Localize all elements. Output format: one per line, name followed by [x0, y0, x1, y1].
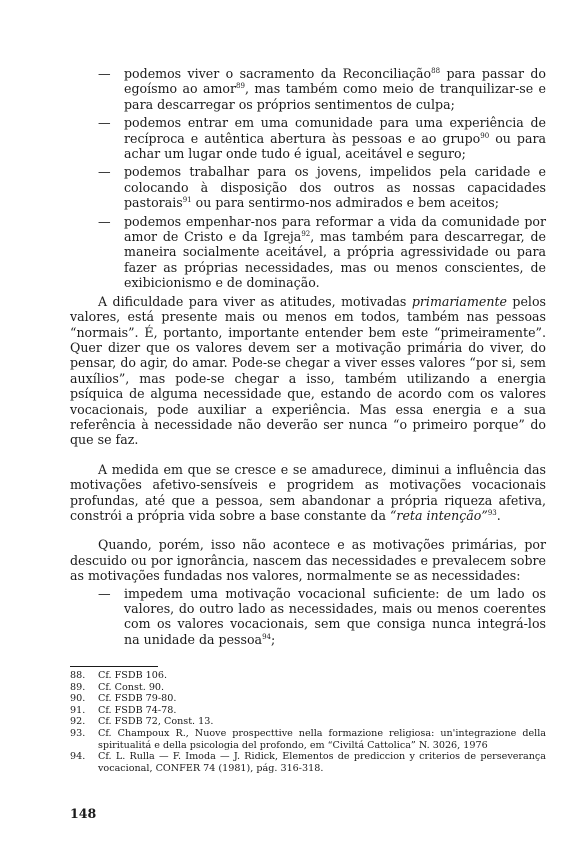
dash-marker: — [98, 585, 111, 601]
footnote: 89. Cf. Const. 90. [70, 681, 165, 693]
dash-marker: — [98, 66, 111, 81]
list-item: — podemos trabalhar para os jovens, impelidos pela caridade e colocando à disposição dos outros as nossas capacidades pastorais$^{91}$ ou para sentirmo-nos admirados e bem aceitos; [70, 164, 546, 210]
footnote: 88. Cf. FSDB 106. [70, 670, 168, 681]
list-item: — podemos empenhar-nos para reformar a vida da comunidade por amor de Cristo e da Igreja$^{92}$, mas também para descarregar, de maneira socialmente aceitável, a própria agressividade ou para fazer as próprias necessidades, mas ou menos conscientes, de exibicionismo e de dominação. [70, 214, 546, 291]
footnote-ref: 91 [182, 196, 192, 205]
footnote: 94. Cf. L. Rulla — F. Imoda — J. Ridick, Elementos de prediccion y criterios de perseverança vocacional, CONFER 74 (1981), pág. 316-318. [70, 751, 546, 774]
emphasis: primariamente [411, 293, 507, 309]
footnote-ref: 88 [431, 66, 441, 75]
dash-marker: — [98, 115, 111, 131]
footnote-ref: 93 [487, 508, 497, 517]
bullet-list-top [70, 66, 546, 291]
list-item: — podemos entrar em uma comunidade para uma experiência de recíproca e autêntica abertura às pessoas e ao grupo$^{90}$ ou para achar um lugar onde tudo é igual, aceitável e seguro; [70, 115, 546, 161]
footnote-ref: 89 [236, 82, 245, 91]
bullet-list-bottom [70, 586, 546, 648]
footnote: 92. Cf. FSDB 72, Const. 13. [70, 716, 214, 728]
footnote: 93. Cf. Champoux R., Nuove prospecttive nella formazione religiosa: un'integrazione della spiritualitá e della psicologia del profondo, em “Civiltá Cattolica” N. 3026, 1976 [70, 727, 546, 751]
paragraph: Quando, porém, isso não acontece e as motivações primárias, por descuido ou por ignorância, nascem das necessidades e prevalecem sobre as motivações fundadas nos valores, normalmente se as necessidades: [70, 537, 546, 584]
list-item: — impedem uma motivação vocacional suficiente: de um lado os valores, do outro lado as necessidades, mais ou menos coerentes com os valores vocacionais, sem que consiga nunca integrá-los na unidade da pessoa$^{94}$; [70, 586, 546, 648]
list-item: — podemos viver o sacramento da Reconciliação$^{88}$ para passar do egoísmo ao amor$^{89}$, mas também como meio de tranquilizar-se e para descarregar os próprios sentimentos de culpa; [70, 66, 546, 112]
footnote-ref: 90 [480, 131, 490, 140]
footnote-divider [70, 666, 158, 667]
page-number: 148 [70, 806, 97, 821]
footnote: 90. Cf. FSDB 79-80. [70, 693, 177, 705]
emphasis: “reta intenção” [389, 507, 488, 523]
footnote-ref: 94 [262, 632, 271, 641]
paragraph: A dificuldade para viver as atitudes, motivadas primariamente pelos valores, está presente mais ou menos em todos, também nas pessoas “normais”. É, portanto, importante entender bem este “primeiramente”. Quer dizer que os valores devem ser a motivação primária do viver, do pensar, do agir, do amar. Pode-se chegar a viver esses valores “por si, sem auxílios”, mas pode-se chegar a isso, também utilizando a energia psíquica de alguma necessidade que, estando de acordo com os valores vocacionais, pode auxiliar a experiência. Mas essa energia e a sua referência à necessidade não deverão ser nunca “o primeiro porque” do que se faz. [70, 293, 547, 448]
footnote: 91. Cf. FSDB 74-78. [70, 704, 177, 716]
dash-marker: — [98, 213, 111, 229]
footnotes [70, 666, 546, 774]
paragraph: A medida em que se cresce e se amadurece, diminui a influência das motivações afetivo-sensíveis e progridem as motivações vocacionais profundas, até que a pessoa, sem abandonar a própria riqueza afetiva, constrói a própria vida sobre a base constante da “reta intenção”$^{93}$. [70, 461, 546, 523]
dash-marker: — [98, 164, 111, 180]
footnote-ref: 92 [301, 229, 311, 238]
body-text [70, 66, 546, 650]
